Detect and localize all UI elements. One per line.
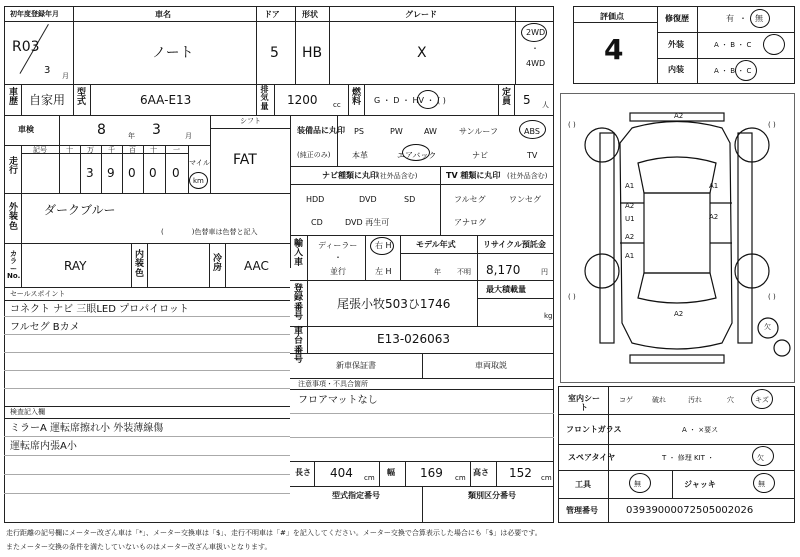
diagram-label: A1 xyxy=(709,182,719,190)
recycle-label: リサイクル預託金 xyxy=(483,240,546,249)
interior-color-label: 内装色 xyxy=(134,250,144,279)
reg-label: 登録番号 xyxy=(293,284,303,323)
equipment-item: エアバック xyxy=(397,151,437,160)
color-label: 外装色 xyxy=(8,203,18,232)
mileage-digit: 0 xyxy=(128,166,136,180)
tv-type: フルセグ xyxy=(454,195,486,204)
tools-label: 工具 xyxy=(575,480,591,489)
nav-type: DVD xyxy=(359,195,377,204)
cc-unit: cc xyxy=(333,101,341,109)
shaken-label: 車検 xyxy=(18,125,34,134)
warranty-label: 新車保証書 xyxy=(336,361,376,370)
shaken-month-unit: 月 xyxy=(185,132,192,140)
seat-option: 汚れ xyxy=(688,396,702,404)
length-value: 404 xyxy=(330,466,353,480)
capacity-label: 定員 xyxy=(501,88,511,108)
mileage-header: 万 xyxy=(87,146,94,154)
shift-value: FAT xyxy=(233,152,257,168)
cooler-value: AAC xyxy=(244,259,269,273)
import-parallel: 並行 xyxy=(330,267,346,276)
usage-label: 車歴 xyxy=(8,88,18,108)
category-label: 類別区分番号 xyxy=(468,491,516,500)
interior-label: 内装 xyxy=(668,65,684,74)
name-label: 車名 xyxy=(155,10,171,19)
equipment-item: TV xyxy=(527,151,538,160)
tire-bracket: ( ) xyxy=(768,121,776,129)
car-diagram xyxy=(560,93,795,383)
color-value: ダークブルー xyxy=(44,203,116,217)
tv-title: TV 種類に丸印 xyxy=(446,171,501,180)
cm-unit: cm xyxy=(364,474,375,482)
mileage-header: 一 xyxy=(173,146,180,154)
repair-no: 無 xyxy=(755,14,763,23)
left-side-panel xyxy=(600,133,614,343)
seat-option: 破れ xyxy=(652,396,666,404)
capacity-value: 5 xyxy=(523,93,531,107)
car-roof xyxy=(644,193,710,273)
tv-title-sub: (社外品含む) xyxy=(507,172,548,180)
seat-label: 室内シート xyxy=(568,394,600,413)
car-name: ノート xyxy=(152,45,194,61)
import-right-h: 右 H xyxy=(375,241,392,250)
diagram-label: U1 xyxy=(625,215,635,223)
diagram-label-bottom-a2: A2 xyxy=(674,310,684,318)
km-label: km xyxy=(193,177,204,185)
mgmt-number: 03939000072505002026 xyxy=(626,505,754,516)
first-reg-label: 初年度登録年月 xyxy=(10,10,59,18)
rear-damage-label: 欠 xyxy=(764,323,771,331)
diagram-label: A2 xyxy=(709,213,719,221)
tire-bracket: ( ) xyxy=(568,121,576,129)
length-label: 長さ xyxy=(295,468,311,477)
fuel-label: 燃料 xyxy=(351,88,361,108)
first-reg-month-unit: 月 xyxy=(62,72,69,80)
height-label: 高さ xyxy=(473,468,489,477)
first-reg-year: R03 xyxy=(12,39,40,55)
cooler-label: 冷房 xyxy=(212,254,222,274)
type-spec-label: 型式指定番号 xyxy=(332,491,380,500)
height-value: 152 xyxy=(509,466,532,480)
jack-selected: 無 xyxy=(758,480,765,488)
selected-circle xyxy=(417,90,439,109)
sales-points-label: セールスポイント xyxy=(10,290,66,298)
tire-bracket: ( ) xyxy=(768,293,776,301)
chassis-label: 車台番号 xyxy=(293,327,303,366)
mileage-digit: 3 xyxy=(86,166,94,180)
car-rear-window xyxy=(638,273,716,303)
seat-option: コゲ xyxy=(619,396,633,404)
drive-4wd: 4WD xyxy=(526,59,546,68)
mileage-header: 十 xyxy=(66,146,73,154)
grade-label: グレード xyxy=(405,10,437,19)
exterior-label: 外装 xyxy=(668,40,684,49)
sales-point-line: コネクト ナビ 三眼LED プロパイロット xyxy=(10,304,189,315)
nav-type: CD xyxy=(311,218,323,227)
exterior-grades: A ・ B ・ C xyxy=(714,41,752,49)
usage-value: 自家用 xyxy=(29,93,66,107)
body-shape: HB xyxy=(302,45,323,61)
equipment-item: PS xyxy=(354,127,364,136)
door-count: 5 xyxy=(270,45,279,61)
chassis-number: E13-026063 xyxy=(377,332,450,346)
recycle-value: 8,170 xyxy=(486,263,521,277)
model-year-label: モデル年式 xyxy=(416,240,456,249)
displacement-value: 1200 xyxy=(287,93,318,107)
model-year-unit: 年 xyxy=(434,268,441,276)
spare-value: T ・ 修理 KIT ・ xyxy=(662,454,715,462)
seat-option: 穴 xyxy=(727,396,734,404)
mileage-header: 記号 xyxy=(33,146,47,154)
spare-selected: 欠 xyxy=(757,454,764,462)
repair-dot: ・ xyxy=(739,14,747,23)
seat-option: キズ xyxy=(755,396,769,404)
rear-damage-circle xyxy=(774,340,790,356)
tools-selected: 無 xyxy=(634,480,641,488)
mileage-header: 百 xyxy=(129,146,136,154)
shaken-month: 3 xyxy=(152,122,161,138)
equipment-sub: (純正のみ) xyxy=(297,151,331,159)
equipment-item: PW xyxy=(390,127,403,136)
kg-unit: kg xyxy=(544,312,553,320)
score-value: 4 xyxy=(604,33,624,66)
equipment-item: サンルーフ xyxy=(459,127,498,136)
shift-label: シフト xyxy=(240,117,261,125)
car-windshield xyxy=(638,157,719,193)
import-label: 輸入車 xyxy=(293,239,303,268)
mileage-label: 走行 xyxy=(8,157,18,177)
capacity-unit: 人 xyxy=(542,101,549,109)
tire-bracket: ( ) xyxy=(568,293,576,301)
equipment-item: ナビ xyxy=(472,151,488,160)
repair-label: 修復歴 xyxy=(665,14,689,23)
mile-label: マイル xyxy=(189,159,210,167)
selected-circle xyxy=(763,34,785,55)
drive-2wd: 2WD xyxy=(526,28,546,37)
width-label: 幅 xyxy=(387,468,395,477)
caution-label: 注意事項・不具合箇所 xyxy=(298,380,368,388)
diagram-label: A1 xyxy=(625,252,635,260)
nav-type: DVD 再生可 xyxy=(345,218,390,227)
mileage-header: 十 xyxy=(150,146,157,154)
model-year-unknown: 不明 xyxy=(457,268,471,276)
right-side-panel xyxy=(738,133,752,343)
tv-type: アナログ xyxy=(454,218,486,227)
fuel-options: G ・ D ・ HV ・ ( ) xyxy=(374,96,446,105)
diagram-label-top-a2: A2 xyxy=(674,112,684,120)
mgmt-label: 管理番号 xyxy=(566,506,598,515)
manual-label: 車両取説 xyxy=(475,361,507,370)
notes-label: 検査記入欄 xyxy=(10,408,45,416)
yen-unit: 円 xyxy=(541,268,548,276)
windshield-label: フロントガラス xyxy=(566,425,622,434)
diagram-label: A2 xyxy=(625,202,635,210)
import-left-h: 左 H xyxy=(375,267,392,276)
mileage-header: 千 xyxy=(108,146,115,154)
windshield-value: A ・ ×要ス xyxy=(682,426,719,434)
notes-line: 運転席内張A小 xyxy=(10,441,77,452)
notes-line: ミラーA 運転席擦れ小 外装薄線傷 xyxy=(10,423,164,434)
mileage-digit: 0 xyxy=(149,166,157,180)
equipment-label: 装備品に丸印 xyxy=(297,126,345,135)
shaken-year: 8 xyxy=(97,122,106,138)
mileage-digit: 0 xyxy=(172,166,180,180)
equipment-item: 本革 xyxy=(352,151,368,160)
footer-line-1: 走行距離の記号欄にメーター改ざん車は「*」、メーター交換車は「$」、走行不明車は「#」を記入してください。メーター交換で合算表示した場合にも「$」は必要です。 xyxy=(6,529,542,537)
nav-type: SD xyxy=(404,195,416,204)
cm-unit: cm xyxy=(541,474,552,482)
diagram-label: A1 xyxy=(625,182,635,190)
score-label: 評価点 xyxy=(600,12,624,21)
first-reg-month: 3 xyxy=(44,65,51,76)
door-label: ドア xyxy=(264,10,280,19)
spare-label: スペアタイヤ xyxy=(568,453,616,462)
equipment-item: AW xyxy=(424,127,437,136)
rear-bumper xyxy=(630,355,724,363)
diagram-label: A2 xyxy=(625,233,635,241)
max-load-label: 最大積載量 xyxy=(486,285,526,294)
repair-yes: 有 xyxy=(726,14,734,23)
width-value: 169 xyxy=(420,466,443,480)
mileage-digit: 9 xyxy=(107,166,115,180)
tv-type: ワンセグ xyxy=(509,195,541,204)
shaken-year-unit: 年 xyxy=(128,132,135,140)
equipment-item: ABS xyxy=(524,127,540,136)
drive-dot: ・ xyxy=(531,44,539,53)
plate-number: 尾張小牧503ひ1746 xyxy=(337,297,451,311)
import-dealer: ディーラー xyxy=(318,241,358,250)
shape-label: 形状 xyxy=(302,10,318,19)
import-dot: ・ xyxy=(334,253,342,262)
nav-title: ナビ種類に丸印 xyxy=(322,171,378,180)
nav-title-sub: (社外品含む) xyxy=(377,172,418,180)
color-no-label: カラーNo. xyxy=(7,250,21,281)
nav-type: HDD xyxy=(306,195,325,204)
model-label: 型式 xyxy=(76,88,86,108)
footer-line-2: またメーター交換の条件を満たしていないものはメーター改ざん車扱いとなります。 xyxy=(6,543,272,551)
model-code: 6AA-E13 xyxy=(140,93,192,107)
displacement-label: 排気量 xyxy=(260,85,269,111)
grade-value: X xyxy=(417,45,427,61)
sales-point-line: フルセグ Bカメ xyxy=(10,322,80,333)
interior-grades: A ・ B ・ C xyxy=(714,67,752,75)
color-no-value: RAY xyxy=(64,259,87,273)
selected-circle xyxy=(735,60,757,81)
caution-text: フロアマットなし xyxy=(298,395,378,406)
jack-label: ジャッキ xyxy=(684,480,716,489)
color-note: ( )色替車は色替と記入 xyxy=(161,228,258,236)
cm-unit: cm xyxy=(455,474,466,482)
